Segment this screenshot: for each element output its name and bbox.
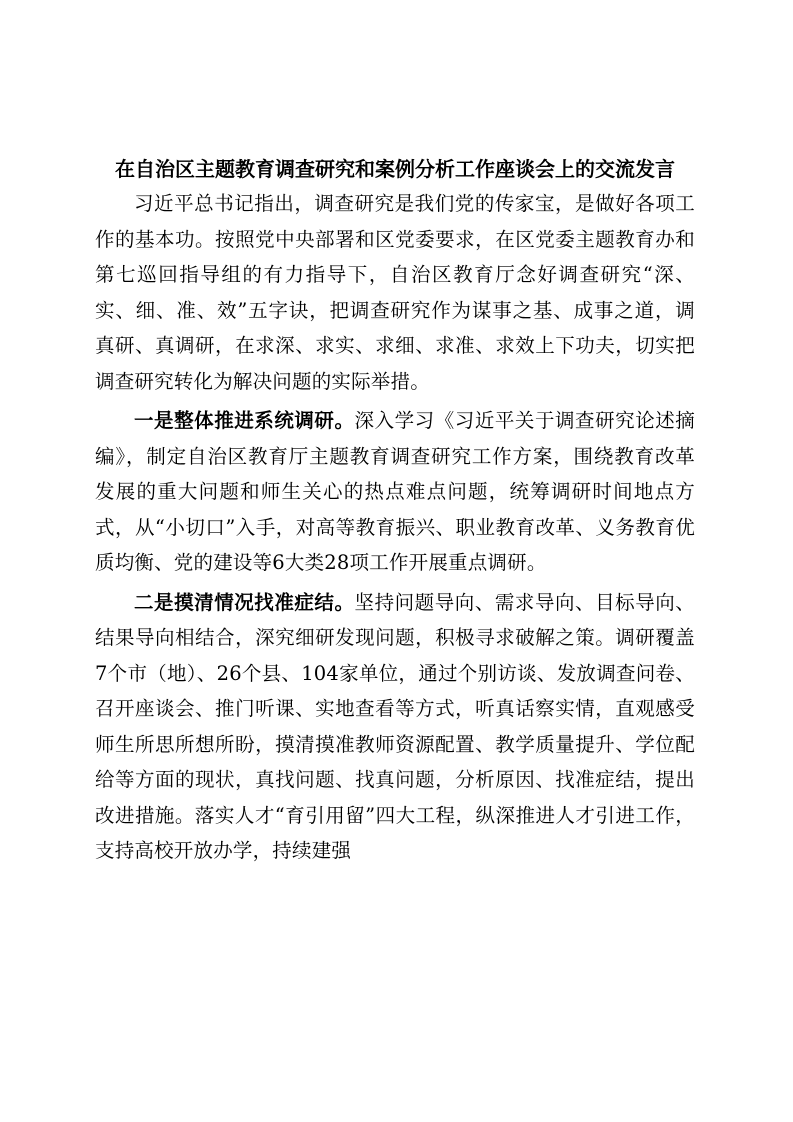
- paragraph-point-2: [95, 585, 695, 869]
- paragraph-text: 习近平总书记指出，调查研究是我们党的传家宝，是做好各项工作的基本功。按照党中央部署和区党委要求，在区党委主题教育办和第七巡回指导组的有力指导下，自治区教育厅念好调查研究“深、实、细、准、效”五字诀，把调查研究作为谋事之基、成事之道，调真研、真调研，在求深、求实、求细、求准、求效上下功夫，切实把调查研究转化为解决问题的实际举措。: [95, 192, 695, 393]
- paragraph-lead: 一是整体推进系统调研。: [134, 409, 355, 432]
- paragraph-text: 深入学习《习近平关于调查研究论述摘编》，制定自治区教育厅主题教育调查研究工作方案，围绕教育改革发展的重大问题和师生关心的热点难点问题，统筹调研时间地点方式，从“小切口”入手，对高等教育振兴、职业教育改革、义务教育优质均衡、党的建设等6大类28项工作开展重点调研。: [95, 409, 695, 574]
- paragraph-intro: [95, 186, 695, 399]
- document-title: 在自治区主题教育调查研究和案例分析工作座谈会上的交流发言: [115, 157, 675, 181]
- paragraph-lead: 二是摸清情况找准症结。: [134, 590, 355, 614]
- document-body: [95, 152, 695, 869]
- paragraph-point-1: [95, 403, 695, 581]
- paragraph-text: 坚持问题导向、需求导向、目标导向、结果导向相结合，深究细研发现问题，积极寻求破解之策。调研覆盖7个市（地）、26个县、104家单位，通过个别访谈、发放调查问卷、召开座谈会、推门听课、实地查看等方式，听真话察实情，直观感受师生所思所想所盼，摸清摸准教师资源配置、教学质量提升、学位配给等方面的现状，真找问题、找真问题，分析原因、找准症结，提出改进措施。落实人才“育引用留”四大工程，纵深推进人才引进工作，支持高校开放办学，持续建强: [95, 590, 695, 862]
